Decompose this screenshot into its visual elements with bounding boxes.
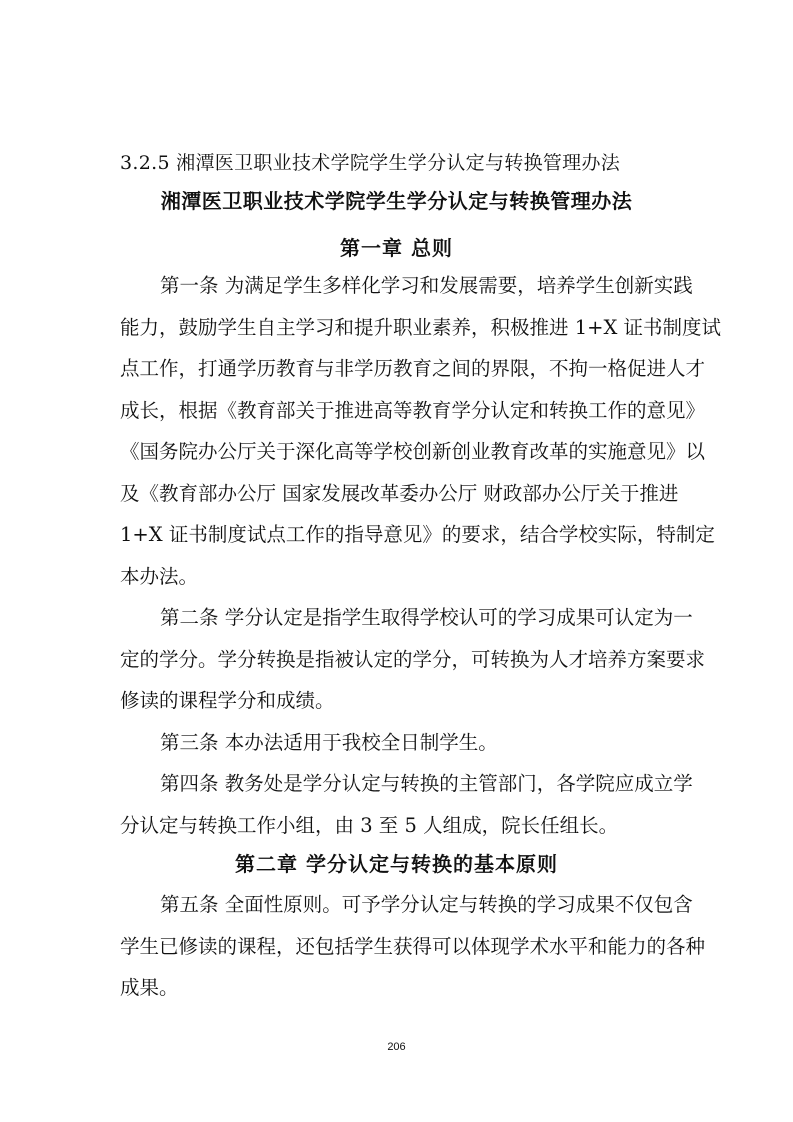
- article-3-line: 第三条 本办法适用于我校全日制学生。: [160, 731, 498, 754]
- article-1-line: 能力，鼓励学生自主学习和提升职业素养，积极推进 1+X 证书制度试: [120, 316, 722, 339]
- article-5-line: 成果。: [120, 976, 179, 999]
- article-2-line: 第二条 学分认定是指学生取得学校认可的学习成果可认定为一: [160, 606, 693, 629]
- article-5-line: 第五条 全面性原则。可予学分认定与转换的学习成果不仅包含: [160, 893, 693, 916]
- document-title: 湘潭医卫职业技术学院学生学分认定与转换管理办法: [160, 189, 633, 213]
- chapter-1-heading: 第一章 总则: [340, 236, 453, 260]
- article-4-line: 分认定与转换工作小组，由 3 至 5 人组成，院长任组长。: [120, 814, 619, 837]
- article-1-line: 成长，根据《教育部关于推进高等教育学分认定和转换工作的意见》: [120, 399, 706, 422]
- article-1-line: 及《教育部办公厅 国家发展改革委办公厅 财政部办公厅关于推进: [120, 482, 679, 505]
- article-1-line: 本办法。: [120, 565, 199, 588]
- page-number: 206: [387, 1041, 406, 1053]
- section-heading: 3.2.5 湘潭医卫职业技术学院学生学分认定与转换管理办法: [120, 152, 621, 174]
- article-1-line: 1+X 证书制度试点工作的指导意见》的要求，结合学校实际，特制定: [120, 523, 715, 546]
- article-2-line: 修读的课程学分和成绩。: [120, 689, 335, 712]
- article-2-line: 定的学分。学分转换是指被认定的学分，可转换为人才培养方案要求: [120, 648, 706, 671]
- article-4-line: 第四条 教务处是学分认定与转换的主管部门，各学院应成立学: [160, 772, 693, 795]
- article-1-line: 第一条 为满足学生多样化学习和发展需要，培养学生创新实践: [160, 274, 693, 297]
- article-1-line: 点工作，打通学历教育与非学历教育之间的界限，不拘一格促进人才: [120, 357, 706, 380]
- chapter-2-heading: 第二章 学分认定与转换的基本原则: [235, 852, 558, 876]
- article-5-line: 学生已修读的课程，还包括学生获得可以体现学术水平和能力的各种: [120, 935, 706, 958]
- article-1-line: 《国务院办公厅关于深化高等学校创新创业教育改革的实施意见》以: [120, 440, 706, 463]
